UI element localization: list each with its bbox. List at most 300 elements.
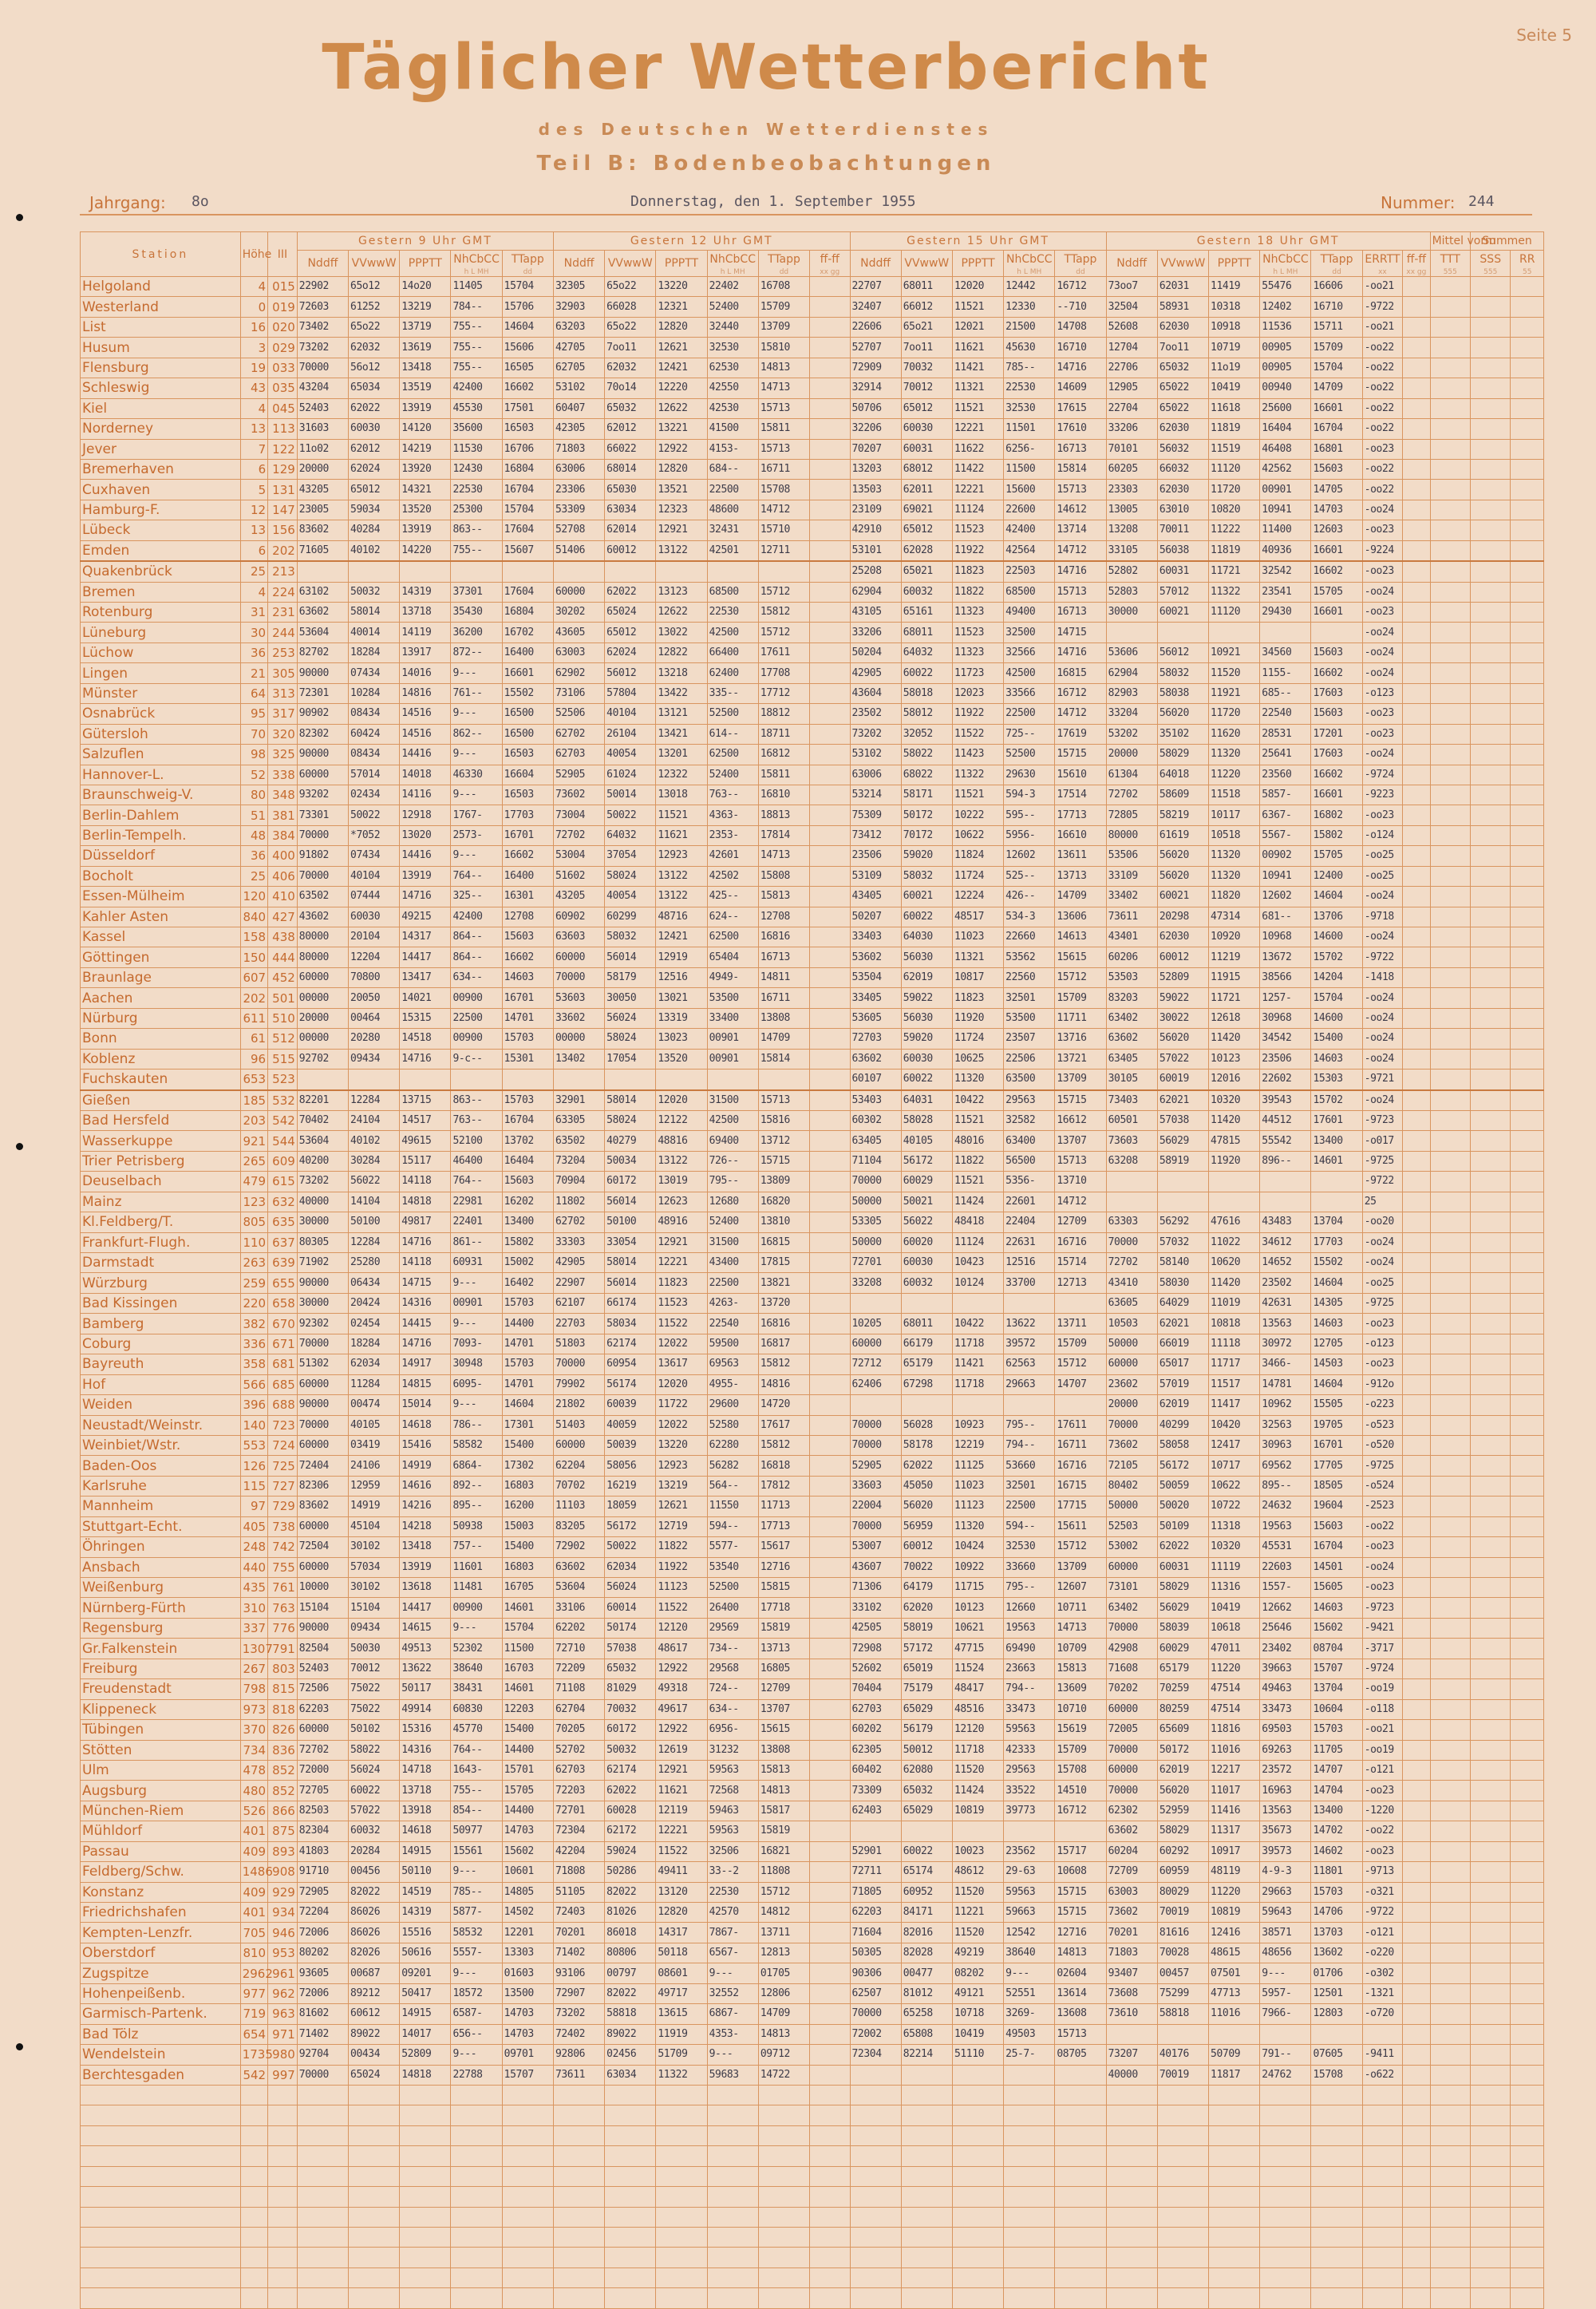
summary-cell: [1471, 1659, 1511, 1678]
summary-cell: [1430, 1069, 1470, 1090]
obs-cell: 32563: [1260, 1415, 1311, 1435]
obs-cell: 72907: [553, 1983, 604, 2003]
obs-cell: 14707: [1055, 1374, 1106, 1394]
obs-cell: [810, 1903, 850, 1923]
obs-cell: 15815: [758, 1578, 809, 1598]
obs-cell: 72005: [1106, 1720, 1157, 1740]
obs-cell: 70032: [901, 358, 952, 378]
obs-cell: 73204: [553, 1151, 604, 1171]
obs-cell: [1403, 480, 1430, 500]
obs-cell: 25641: [1260, 745, 1311, 765]
obs-cell: 11420: [1209, 1273, 1260, 1293]
obs-cell: [810, 1008, 850, 1028]
table-row: [81, 1943, 1544, 1963]
obs-cell: 65012: [901, 520, 952, 540]
obs-cell: 12619: [656, 1740, 707, 1760]
obs-cell: 17604: [502, 582, 553, 602]
obs-cell: 60172: [605, 1720, 656, 1740]
obs-cell: [850, 1395, 901, 1415]
obs-cell: 32901: [553, 1090, 604, 1111]
summary-cell: [1471, 500, 1511, 520]
summary-cell: [1511, 520, 1544, 540]
obs-cell: 71808: [553, 1862, 604, 1882]
obs-cell: 13121: [656, 704, 707, 724]
station-name: Aachen: [81, 988, 241, 1008]
obs-cell: 11419: [1209, 277, 1260, 297]
empty-cell: [451, 2288, 502, 2308]
errtt-cell: -9223: [1362, 785, 1402, 805]
obs-cell: 5557-: [451, 1943, 502, 1963]
obs-cell: 73602: [1106, 1435, 1157, 1455]
obs-cell: 60030: [349, 907, 400, 927]
obs-cell: 23541: [1260, 582, 1311, 602]
obs-cell: 15714: [1055, 1253, 1106, 1273]
errtt-cell: -9723: [1362, 1110, 1402, 1130]
obs-cell: 16716: [1055, 1232, 1106, 1252]
obs-cell: 50021: [901, 1192, 952, 1212]
summary-cell: [1471, 1516, 1511, 1536]
empty-cell: [656, 2288, 707, 2308]
summary-cell: [1430, 1131, 1470, 1151]
obs-cell: 20284: [349, 1841, 400, 1861]
report-date: Donnerstag, den 1. September 1955: [630, 193, 916, 210]
obs-cell: 9---: [451, 1862, 502, 1882]
obs-cell: 4363-: [707, 805, 758, 825]
obs-cell: 22602: [1260, 1069, 1311, 1090]
obs-cell: 72506: [297, 1679, 348, 1699]
station-name: Lüchow: [81, 642, 241, 662]
table-row: [81, 927, 1544, 947]
empty-cell: [1403, 2125, 1430, 2145]
errtt-cell: -oo25: [1362, 1273, 1402, 1293]
obs-cell: 48517: [952, 907, 1003, 927]
obs-cell: 16704: [502, 480, 553, 500]
obs-cell: 16701: [502, 825, 553, 845]
summary-cell: [1430, 1314, 1470, 1334]
obs-cell: 9---: [451, 704, 502, 724]
station-height: 263: [240, 1253, 267, 1273]
obs-cell: 41803: [297, 1841, 348, 1861]
obs-cell: 10023: [952, 1841, 1003, 1861]
obs-cell: 13418: [400, 358, 451, 378]
obs-cell: 73610: [1106, 2004, 1157, 2024]
station-index: 729: [268, 1497, 298, 1516]
obs-cell: 30105: [1106, 1069, 1157, 1090]
station-height: 401: [240, 1821, 267, 1841]
obs-cell: 16715: [1055, 1476, 1106, 1496]
column-header-label: PPPTT: [1217, 257, 1251, 270]
obs-cell: 32566: [1004, 642, 1055, 662]
obs-cell: 11120: [1209, 603, 1260, 623]
station-height: 220: [240, 1293, 267, 1313]
obs-cell: 864--: [451, 947, 502, 967]
obs-cell: 14713: [758, 378, 809, 398]
summary-cell: [1430, 540, 1470, 561]
summary-cell: [1430, 1172, 1470, 1192]
station-name: Bad Hersfeld: [81, 1110, 241, 1130]
station-name: Garmisch-Partenk.: [81, 2004, 241, 2024]
obs-cell: 58179: [605, 967, 656, 987]
empty-cell: [1362, 2228, 1402, 2248]
obs-cell: [810, 745, 850, 765]
summary-cell: [1511, 1253, 1544, 1273]
obs-cell: [810, 1760, 850, 1780]
summary-cell: [1430, 1740, 1470, 1760]
obs-cell: 11622: [952, 439, 1003, 459]
obs-cell: 38566: [1260, 967, 1311, 987]
empty-cell: [1311, 2288, 1362, 2308]
obs-cell: 33660: [1004, 1557, 1055, 1577]
obs-cell: 60000: [1106, 1699, 1157, 1719]
obs-cell: 10922: [952, 1557, 1003, 1577]
obs-cell: 12201: [502, 1923, 553, 1943]
obs-cell: 32440: [707, 317, 758, 337]
obs-cell: 16716: [1055, 1456, 1106, 1476]
obs-cell: 20000: [297, 1008, 348, 1028]
summary-cell: [1471, 1618, 1511, 1638]
empty-cell: [553, 2228, 604, 2248]
empty-cell: [1362, 2125, 1402, 2145]
obs-cell: 10205: [850, 1314, 901, 1334]
obs-cell: [1403, 1598, 1430, 1618]
obs-cell: [1403, 1943, 1430, 1963]
obs-cell: 00901: [1260, 480, 1311, 500]
obs-cell: 10923: [952, 1415, 1003, 1435]
obs-cell: 4153-: [707, 439, 758, 459]
obs-cell: 43205: [553, 887, 604, 907]
errtt-cell: [1362, 2024, 1402, 2044]
obs-cell: 51105: [553, 1882, 604, 1902]
obs-cell: 62702: [553, 1212, 604, 1232]
obs-cell: 07605: [1311, 2045, 1362, 2065]
empty-cell: [1430, 2228, 1470, 2248]
obs-cell: [1403, 500, 1430, 520]
obs-cell: 60292: [1157, 1841, 1208, 1861]
obs-cell: 15712: [1055, 1537, 1106, 1557]
header-gestern-9: Gestern 9 Uhr GMT: [297, 232, 553, 251]
obs-cell: 62032: [605, 358, 656, 378]
table-row: [81, 1415, 1544, 1435]
summary-cell: [1430, 765, 1470, 785]
obs-cell: 43604: [850, 683, 901, 703]
obs-cell: 13020: [400, 825, 451, 845]
obs-cell: 56o12: [349, 358, 400, 378]
obs-cell: 50034: [605, 1151, 656, 1171]
summary-cell: [1471, 825, 1511, 845]
obs-cell: 11922: [656, 1557, 707, 1577]
empty-cell: [349, 2105, 400, 2125]
obs-cell: 12602: [1260, 887, 1311, 907]
station-index: 670: [268, 1314, 298, 1334]
obs-cell: 80259: [1157, 1699, 1208, 1719]
obs-cell: 42500: [1004, 663, 1055, 683]
obs-cell: 13711: [758, 1923, 809, 1943]
obs-cell: 11316: [1209, 1578, 1260, 1598]
obs-cell: 25646: [1260, 1618, 1311, 1638]
column-header-label: RR: [1519, 253, 1535, 266]
obs-cell: [810, 2024, 850, 2044]
obs-cell: 9---: [451, 1963, 502, 1983]
obs-cell: 15315: [400, 1008, 451, 1028]
obs-cell: 00464: [349, 1008, 400, 1028]
obs-cell: 14713: [758, 846, 809, 866]
errtt-cell: -oo24: [1362, 745, 1402, 765]
obs-cell: 763--: [707, 785, 758, 805]
empty-cell: [707, 2248, 758, 2267]
summary-cell: [1471, 1212, 1511, 1232]
obs-cell: [1403, 1699, 1430, 1719]
obs-cell: 60022: [901, 663, 952, 683]
obs-cell: 14204: [1311, 967, 1362, 987]
obs-cell: 14813: [758, 358, 809, 378]
obs-cell: 11219: [1209, 947, 1260, 967]
obs-cell: 634--: [451, 967, 502, 987]
obs-cell: 60612: [349, 2004, 400, 2024]
obs-cell: 82022: [605, 1882, 656, 1902]
summary-cell: [1471, 1273, 1511, 1293]
errtt-cell: -o121: [1362, 1760, 1402, 1780]
obs-cell: 11221: [952, 1903, 1003, 1923]
obs-cell: [1403, 1008, 1430, 1028]
errtt-cell: -o520: [1362, 1435, 1402, 1455]
station-height: 64: [240, 683, 267, 703]
summary-cell: [1430, 1008, 1470, 1028]
obs-cell: 52809: [1157, 967, 1208, 987]
obs-cell: 14816: [400, 683, 451, 703]
obs-cell: 11318: [1209, 1516, 1260, 1536]
station-height: 259: [240, 1273, 267, 1293]
obs-cell: 25-7-: [1004, 2045, 1055, 2065]
obs-cell: 15819: [758, 1821, 809, 1841]
errtt-cell: -oo23: [1362, 1537, 1402, 1557]
obs-cell: 70702: [553, 1476, 604, 1496]
empty-cell: [400, 2085, 451, 2105]
obs-cell: 15603: [502, 1172, 553, 1192]
obs-cell: 73101: [1106, 1578, 1157, 1598]
obs-cell: 16200: [502, 1497, 553, 1516]
obs-cell: 70800: [349, 967, 400, 987]
table-row: [81, 683, 1544, 703]
obs-cell: 11915: [1209, 967, 1260, 987]
obs-cell: 16602: [502, 947, 553, 967]
station-height: 185: [240, 1090, 267, 1111]
obs-cell: [810, 1293, 850, 1313]
obs-cell: 16815: [758, 1232, 809, 1252]
obs-cell: 16400: [502, 642, 553, 662]
empty-cell: [1106, 2207, 1157, 2227]
summary-cell: [1511, 1841, 1544, 1861]
summary-cell: [1511, 1435, 1544, 1455]
obs-cell: [810, 398, 850, 418]
obs-cell: 58056: [605, 1456, 656, 1476]
obs-cell: 15603: [1311, 459, 1362, 479]
table-row: [81, 1659, 1544, 1678]
obs-cell: 20298: [1157, 907, 1208, 927]
obs-cell: [810, 724, 850, 744]
summary-cell: [1511, 398, 1544, 418]
obs-cell: 11320: [1209, 745, 1260, 765]
obs-cell: 72002: [850, 2024, 901, 2044]
obs-cell: 11722: [656, 1395, 707, 1415]
obs-cell: 90902: [297, 704, 348, 724]
station-height: 13: [240, 520, 267, 540]
summary-cell: [1430, 1659, 1470, 1678]
obs-cell: 57012: [1157, 582, 1208, 602]
obs-cell: [810, 1862, 850, 1882]
empty-cell: [297, 2146, 348, 2166]
summary-cell: [1471, 1395, 1511, 1415]
obs-cell: [810, 1963, 850, 1983]
obs-cell: 15708: [1311, 2065, 1362, 2085]
obs-cell: 15602: [502, 1841, 553, 1861]
table-row: [81, 603, 1544, 623]
obs-cell: 13201: [656, 745, 707, 765]
obs-cell: 15617: [758, 1537, 809, 1557]
obs-cell: 795--: [1004, 1415, 1055, 1435]
obs-cell: 42705: [553, 338, 604, 358]
obs-cell: [1157, 1192, 1208, 1212]
obs-cell: 73301: [297, 805, 348, 825]
obs-cell: 53202: [1106, 724, 1157, 744]
obs-cell: 15014: [400, 1395, 451, 1415]
obs-cell: [1403, 1760, 1430, 1780]
empty-cell: [502, 2228, 553, 2248]
station-index: 632: [268, 1192, 298, 1212]
obs-cell: 14120: [400, 419, 451, 439]
empty-cell: [1430, 2105, 1470, 2125]
obs-cell: 62406: [850, 1374, 901, 1394]
obs-cell: [297, 1069, 348, 1090]
empty-cell: [901, 2146, 952, 2166]
obs-cell: 12621: [656, 1497, 707, 1516]
column-header: [656, 251, 707, 277]
empty-cell: [850, 2105, 901, 2125]
obs-cell: [451, 1069, 502, 1090]
obs-cell: 60959: [1157, 1862, 1208, 1882]
obs-cell: 15713: [1055, 1151, 1106, 1171]
obs-cell: 14519: [400, 1882, 451, 1902]
obs-cell: 14716: [400, 1049, 451, 1069]
summary-cell: [1471, 1740, 1511, 1760]
summary-cell: [1511, 1049, 1544, 1069]
summary-cell: [1511, 623, 1544, 642]
obs-cell: 16500: [502, 724, 553, 744]
obs-cell: 17301: [502, 1415, 553, 1435]
obs-cell: 41500: [707, 419, 758, 439]
obs-cell: 11481: [451, 1578, 502, 1598]
obs-cell: 15705: [1311, 582, 1362, 602]
obs-cell: 11718: [952, 1374, 1003, 1394]
summary-cell: [1511, 1314, 1544, 1334]
header-mittel: Mittel vorm: [1430, 232, 1470, 251]
obs-cell: 11823: [656, 1273, 707, 1293]
station-height: 248: [240, 1537, 267, 1557]
empty-cell: [240, 2187, 267, 2207]
obs-cell: [1106, 1192, 1157, 1212]
obs-cell: 63602: [297, 603, 348, 623]
obs-cell: 15502: [1311, 1253, 1362, 1273]
empty-cell: [1511, 2248, 1544, 2267]
obs-cell: 16703: [502, 1659, 553, 1678]
summary-cell: [1471, 623, 1511, 642]
obs-cell: 33105: [1106, 540, 1157, 561]
obs-cell: 53102: [850, 745, 901, 765]
obs-cell: 14709: [758, 2004, 809, 2024]
empty-cell: [1362, 2105, 1402, 2125]
obs-cell: 60031: [1157, 561, 1208, 582]
obs-cell: 11824: [952, 846, 1003, 866]
obs-cell: [1004, 2065, 1055, 2085]
table-row: [81, 1618, 1544, 1638]
empty-cell: [240, 2288, 267, 2308]
obs-cell: 62530: [707, 358, 758, 378]
summary-cell: [1511, 704, 1544, 724]
errtt-cell: -oo20: [1362, 1212, 1402, 1232]
obs-cell: 50022: [349, 805, 400, 825]
obs-cell: 42204: [553, 1841, 604, 1861]
table-row: [81, 1516, 1544, 1536]
obs-cell: 11521: [952, 1110, 1003, 1130]
obs-cell: 11822: [952, 582, 1003, 602]
obs-cell: 53660: [1004, 1456, 1055, 1476]
obs-cell: 53606: [1106, 642, 1157, 662]
errtt-cell: -oo23: [1362, 1841, 1402, 1861]
summary-cell: [1471, 1232, 1511, 1252]
obs-cell: 33054: [605, 1232, 656, 1252]
empty-cell: [1209, 2105, 1260, 2125]
station-name: Emden: [81, 540, 241, 561]
obs-cell: 17703: [1311, 1232, 1362, 1252]
obs-cell: 52500: [1004, 745, 1055, 765]
errtt-cell: -9722: [1362, 947, 1402, 967]
obs-cell: 22704: [1106, 398, 1157, 418]
empty-cell: [656, 2166, 707, 2186]
obs-cell: 17708: [758, 663, 809, 683]
empty-cell: [1471, 2267, 1511, 2287]
obs-cell: 734--: [707, 1639, 758, 1659]
obs-cell: 11919: [656, 2024, 707, 2044]
obs-cell: 681--: [1260, 907, 1311, 927]
station-index: 742: [268, 1537, 298, 1557]
empty-cell: [850, 2228, 901, 2248]
summary-cell: [1471, 1720, 1511, 1740]
obs-cell: 14706: [1311, 1903, 1362, 1923]
empty-cell: [1362, 2248, 1402, 2267]
empty-cell: [1004, 2267, 1055, 2287]
obs-cell: [1403, 927, 1430, 947]
empty-cell: [553, 2085, 604, 2105]
obs-cell: 23560: [1260, 765, 1311, 785]
obs-cell: 29563: [1004, 1760, 1055, 1780]
obs-cell: 11416: [1209, 1801, 1260, 1821]
station-name: Coburg: [81, 1334, 241, 1354]
obs-cell: 17713: [1055, 805, 1106, 825]
table-row: [81, 663, 1544, 683]
errtt-cell: -oo24: [1362, 1090, 1402, 1111]
obs-cell: 17201: [1311, 724, 1362, 744]
empty-cell: [502, 2105, 553, 2125]
obs-cell: 69021: [901, 500, 952, 520]
obs-cell: 53506: [1106, 846, 1157, 866]
obs-cell: 14316: [400, 1293, 451, 1313]
obs-cell: 12922: [656, 1720, 707, 1740]
obs-cell: [1403, 1395, 1430, 1415]
obs-cell: [810, 358, 850, 378]
obs-cell: 70101: [1106, 439, 1157, 459]
obs-cell: 53102: [553, 378, 604, 398]
obs-cell: 16708: [758, 277, 809, 297]
obs-cell: 58028: [901, 1110, 952, 1130]
